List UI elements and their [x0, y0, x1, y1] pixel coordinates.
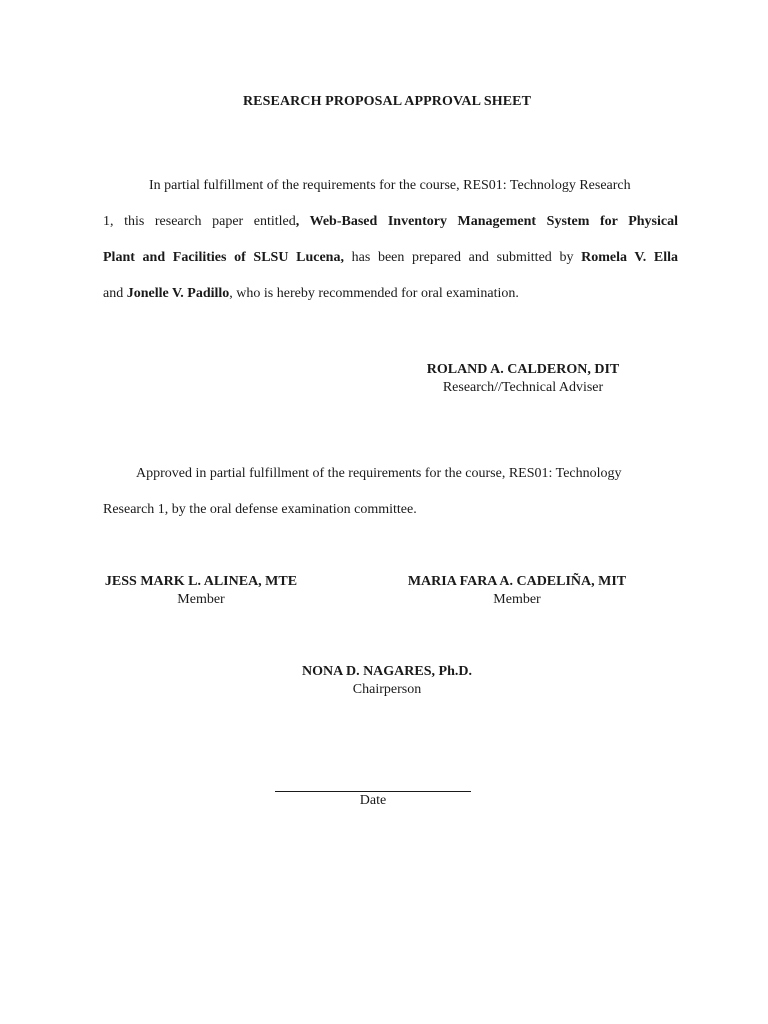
author-1: Romela V. Ella: [581, 250, 679, 265]
chair-signature-block: [262, 663, 512, 699]
proposal-paragraph: [103, 178, 678, 308]
chair-name: NONA D. NAGARES, Ph.D.: [302, 664, 472, 679]
paragraph-line-3: Plant and Facilities of SLSU Lucena, has been prepared and submitted by Romela V. Ella: [103, 250, 679, 265]
member-role: Member: [493, 592, 541, 607]
member-name: MARIA FARA A. CADELIÑA, MIT: [407, 574, 627, 589]
member-signature-block-2: [382, 573, 652, 609]
adviser-name: ROLAND A. CALDERON, DIT: [426, 362, 620, 377]
date-signature-line: [275, 791, 471, 792]
approval-line-2: Research 1, by the oral defense examination committee.: [103, 502, 417, 517]
paragraph-line-2: 1, this research paper entitled, Web-Based Inventory Management System for Physical: [103, 214, 678, 229]
author-2: Jonelle V. Padillo: [126, 286, 230, 301]
document-title: RESEARCH PROPOSAL APPROVAL SHEET: [242, 94, 532, 109]
member-signature-block-1: [76, 573, 326, 609]
approval-paragraph: [103, 466, 678, 526]
adviser-role: Research//Technical Adviser: [442, 380, 604, 395]
paper-title-part-1: , Web-Based Inventory Management System for Physical: [295, 214, 678, 229]
paper-title-part-2: Plant and Facilities of SLSU Lucena,: [103, 250, 344, 265]
chair-role: Chairperson: [352, 682, 422, 697]
adviser-signature-block: [398, 361, 648, 397]
paragraph-line-1: In partial fulfillment of the requirements for the course, RES01: Technology Research: [149, 178, 631, 193]
member-role: Member: [177, 592, 225, 607]
paragraph-line-4: and Jonelle V. Padillo, who is hereby recommended for oral examination.: [103, 286, 519, 301]
approval-line-1: Approved in partial fulfillment of the requirements for the course, RES01: Technology: [136, 466, 622, 481]
member-name: JESS MARK L. ALINEA, MTE: [104, 574, 298, 589]
date-label: Date: [359, 793, 387, 808]
